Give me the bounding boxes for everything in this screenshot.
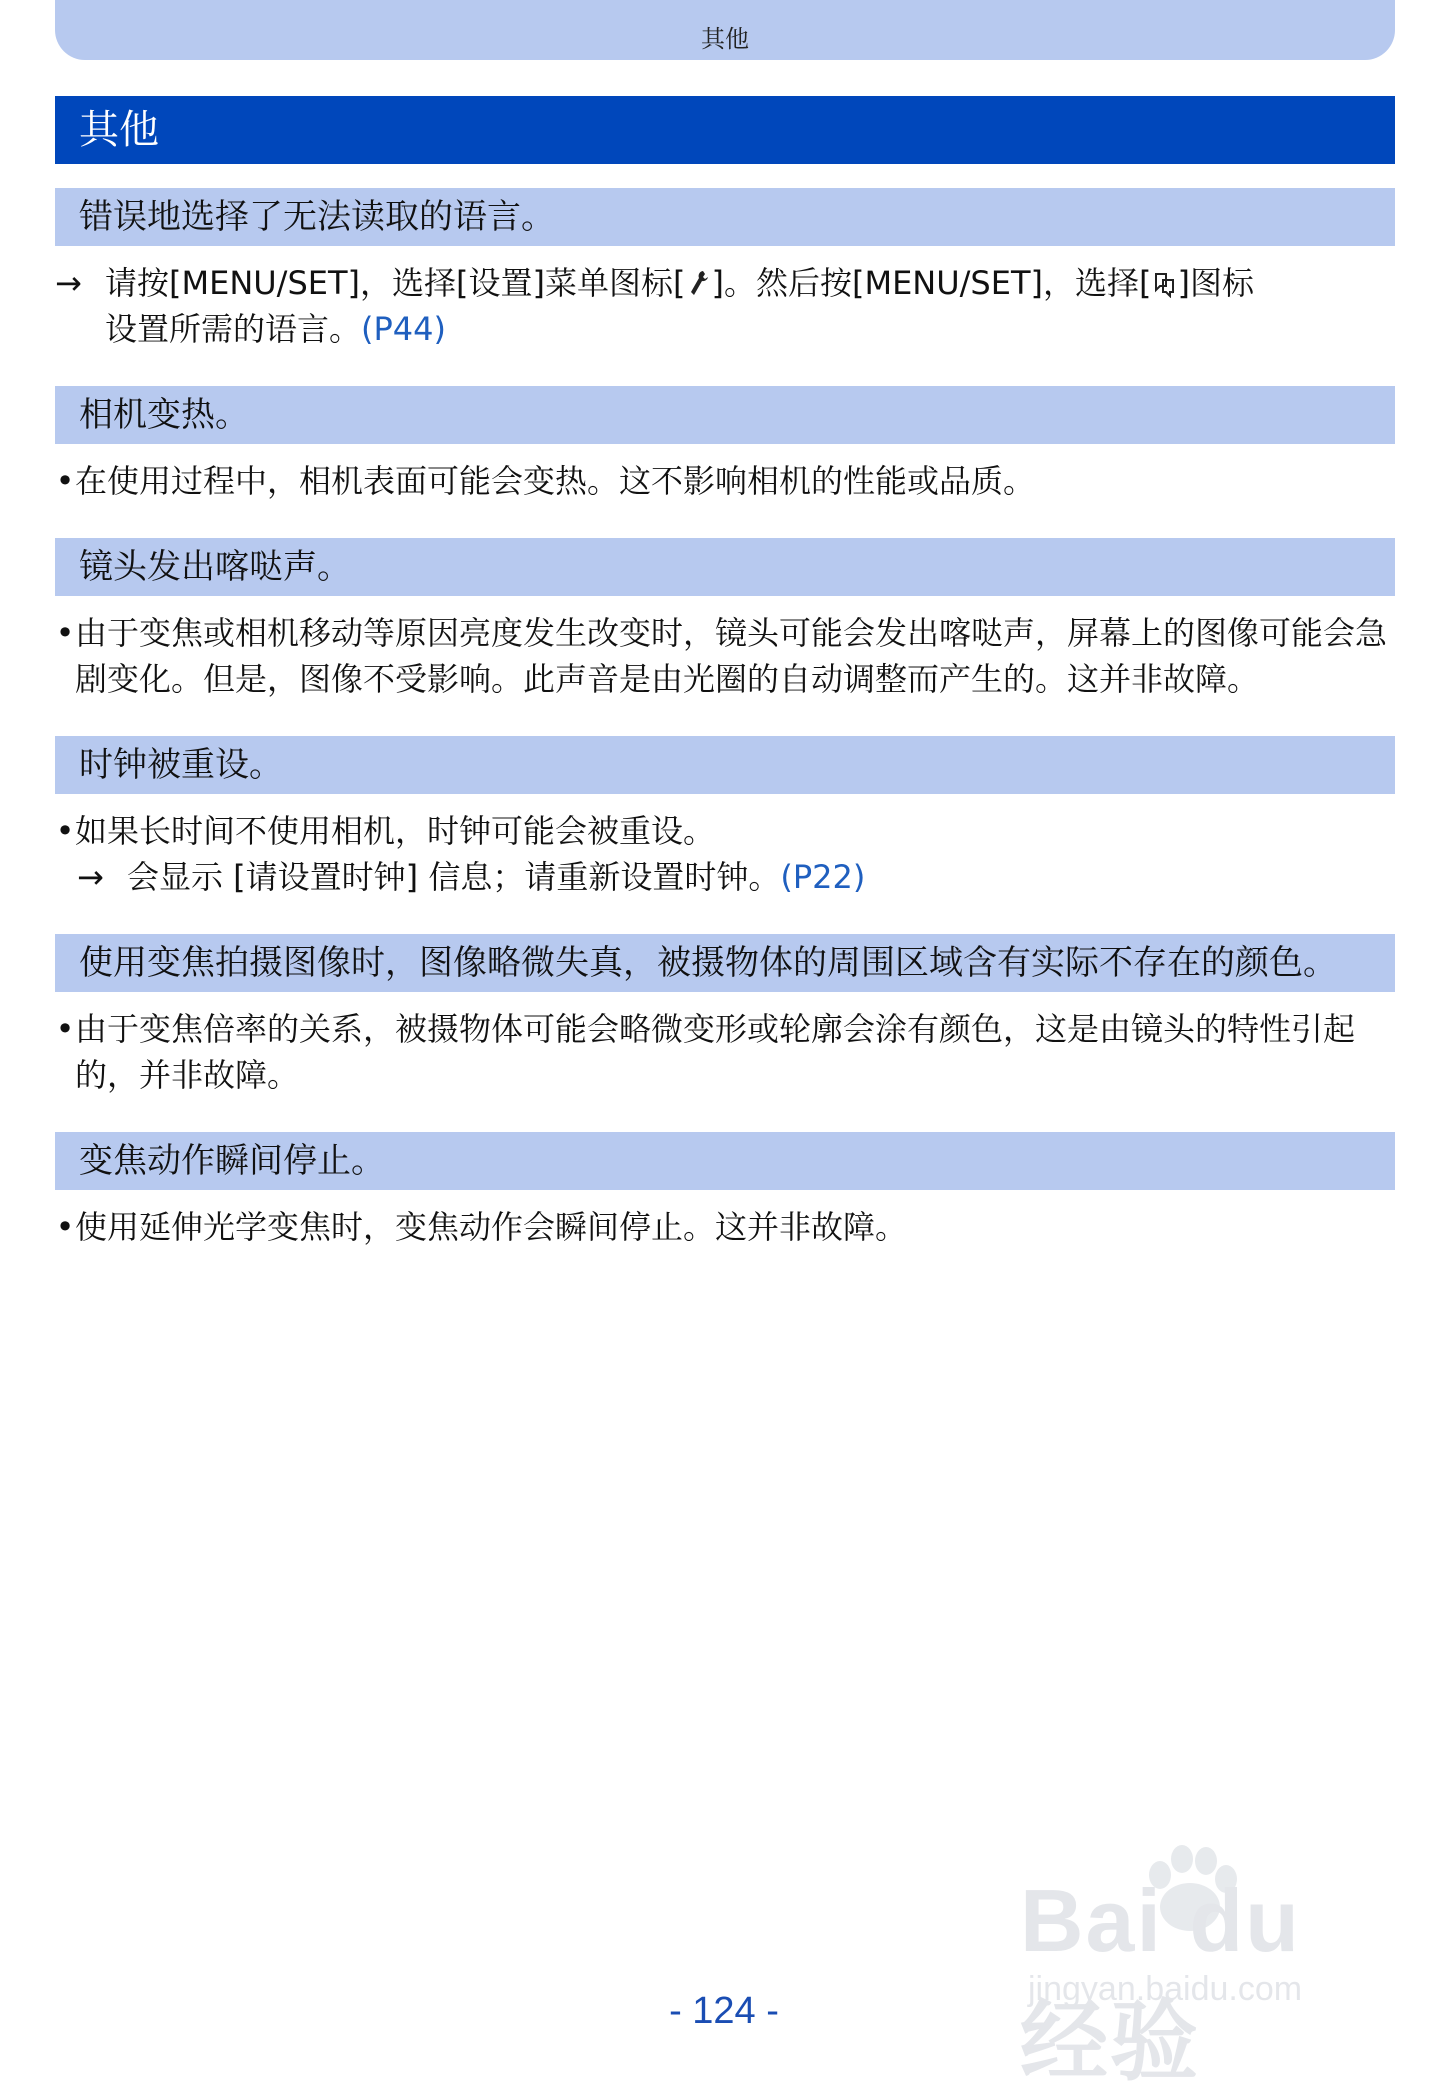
arrow-marker: → — [77, 858, 104, 896]
page-reference-link[interactable]: (P44) — [361, 310, 446, 348]
wrench-icon — [687, 264, 709, 294]
watermark-logo: Bai du 经验 — [1020, 1871, 1301, 2091]
content — [55, 188, 1395, 1284]
instruction-part-c: ]图标 — [1177, 264, 1254, 302]
section-heading: 镜头发出喀哒声。 — [55, 538, 1395, 596]
bullet-marker: • — [55, 1208, 75, 1246]
section-body — [55, 444, 1395, 504]
bullet-marker: • — [55, 812, 75, 850]
section-lens-click — [55, 538, 1395, 702]
instruction-part-a: 请按[MENU/SET]，选择[设置]菜单图标[ — [105, 264, 686, 302]
instruction-part-b: ]。然后按[MENU/SET]，选择[ — [711, 264, 1152, 302]
instruction-line2: 设置所需的语言。 — [105, 310, 362, 348]
section-camera-heat — [55, 386, 1395, 504]
bullet-marker: • — [55, 462, 75, 500]
bullet-item — [55, 610, 1395, 702]
sub-instruction-text — [127, 854, 1395, 900]
page-reference-link[interactable]: (P22) — [780, 858, 866, 896]
sub-text: 会显示 [请设置时钟] 信息；请重新设置时钟。 — [127, 858, 781, 896]
section-zoom-distortion — [55, 934, 1395, 1098]
watermark-url: jingyan.baidu.com — [1028, 1970, 1303, 2008]
instruction-item — [55, 260, 1395, 352]
language-icon — [1153, 264, 1175, 294]
arrow-marker: → — [55, 264, 82, 302]
section-body — [55, 794, 1395, 900]
header-tab-label: 其他 — [701, 25, 749, 53]
section-body — [55, 246, 1395, 352]
page-number: - 124 - — [669, 1990, 779, 2032]
section-heading: 使用变焦拍摄图像时，图像略微失真，被摄物体的周围区域含有实际不存在的颜色。 — [55, 934, 1395, 992]
section-heading: 时钟被重设。 — [55, 736, 1395, 794]
bullet-text: 由于变焦或相机移动等原因亮度发生改变时，镜头可能会发出喀哒声，屏幕上的图像可能会急剧变化。但是，图像不受影响。此声音是由光圈的自动调整而产生的。这并非故障。 — [75, 614, 1388, 698]
section-body — [55, 992, 1395, 1098]
page-title: 其他 — [55, 96, 1395, 164]
section-zoom-stop — [55, 1132, 1395, 1250]
bullet-marker: • — [55, 614, 75, 652]
bullet-item — [55, 458, 1395, 504]
instruction-text — [105, 260, 1395, 352]
bullet-text: 由于变焦倍率的关系，被摄物体可能会略微变形或轮廓会涂有颜色，这是由镜头的特性引起的，并非故障。 — [75, 1010, 1356, 1094]
bullet-text: 在使用过程中，相机表面可能会变热。这不影响相机的性能或品质。 — [75, 462, 1036, 500]
bullet-marker: • — [55, 1010, 75, 1048]
bullet-item — [55, 1204, 1395, 1250]
bullet-item — [55, 1006, 1395, 1098]
section-heading: 变焦动作瞬间停止。 — [55, 1132, 1395, 1190]
section-language — [55, 188, 1395, 352]
sub-instruction — [55, 854, 1395, 900]
bullet-text: 使用延伸光学变焦时，变焦动作会瞬间停止。这并非故障。 — [75, 1208, 908, 1246]
section-heading: 相机变热。 — [55, 386, 1395, 444]
bullet-text: 如果长时间不使用相机，时钟可能会被重设。 — [75, 812, 716, 850]
section-heading: 错误地选择了无法读取的语言。 — [55, 188, 1395, 246]
section-body — [55, 1190, 1395, 1250]
header-tab — [55, 0, 1395, 60]
section-clock-reset — [55, 736, 1395, 900]
section-body — [55, 596, 1395, 702]
bullet-item — [55, 808, 1395, 854]
